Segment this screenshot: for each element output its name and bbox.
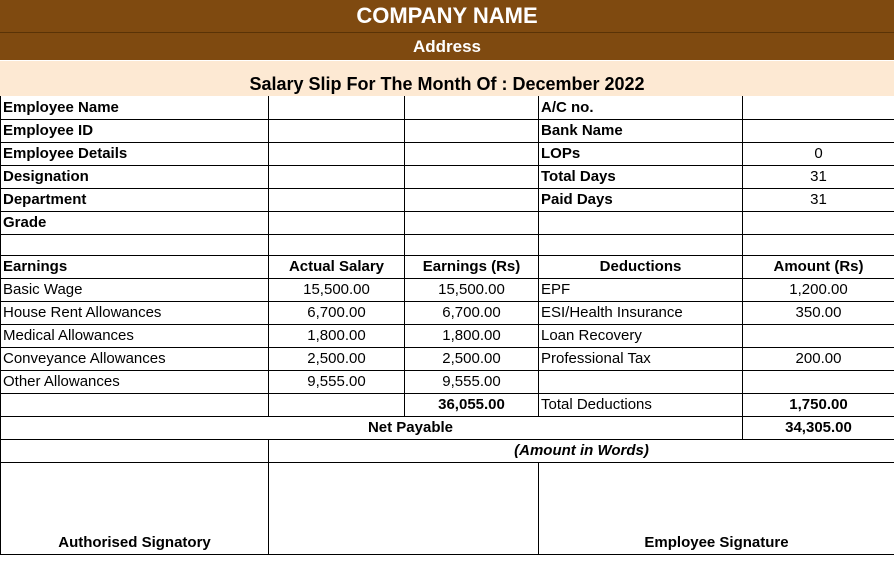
- deduction-name: Professional Tax: [539, 347, 743, 370]
- earning-name: Basic Wage: [1, 278, 269, 301]
- deduction-name: Loan Recovery: [539, 324, 743, 347]
- info-label: Employee Name: [1, 96, 269, 119]
- net-payable-value[interactable]: 34,305.00: [743, 416, 894, 439]
- info-row: [1, 119, 894, 142]
- info-value-cell[interactable]: [405, 142, 539, 165]
- amount-rs-header: Amount (Rs): [743, 255, 894, 278]
- spacer-row: [1, 234, 894, 255]
- salary-slip-table: [0, 96, 894, 555]
- info-value-cell[interactable]: [405, 188, 539, 211]
- company-name: COMPANY NAME: [0, 0, 894, 32]
- total-earnings-value[interactable]: 36,055.00: [405, 393, 539, 416]
- table-row: [1, 370, 894, 393]
- info-row: [1, 165, 894, 188]
- signature-space: [269, 462, 539, 554]
- earnings-rs-header: Earnings (Rs): [405, 255, 539, 278]
- earnings-value[interactable]: 15,500.00: [405, 278, 539, 301]
- lops-label: LOPs: [539, 142, 743, 165]
- info-value-cell[interactable]: [405, 96, 539, 119]
- deduction-name: ESI/Health Insurance: [539, 301, 743, 324]
- earning-name: Medical Allowances: [1, 324, 269, 347]
- empty-cell: [405, 234, 539, 255]
- amount-in-words-label: (Amount in Words): [269, 439, 894, 462]
- info-value-cell[interactable]: [405, 119, 539, 142]
- earning-name: Other Allowances: [1, 370, 269, 393]
- employee-signature[interactable]: Employee Signature: [539, 462, 894, 554]
- earnings-value[interactable]: 1,800.00: [405, 324, 539, 347]
- lops-value[interactable]: 0: [743, 142, 894, 165]
- earnings-header: Earnings: [1, 255, 269, 278]
- deductions-header: Deductions: [539, 255, 743, 278]
- actual-salary-value[interactable]: 2,500.00: [269, 347, 405, 370]
- table-row: [1, 324, 894, 347]
- deduction-name: [539, 370, 743, 393]
- total-days-value[interactable]: 31: [743, 165, 894, 188]
- table-row: [1, 347, 894, 370]
- salary-header-row: [1, 255, 894, 278]
- info-row: [1, 188, 894, 211]
- empty-cell: [269, 234, 405, 255]
- info-row: [1, 211, 894, 234]
- table-row: [1, 278, 894, 301]
- net-payable-row: [1, 416, 894, 439]
- deduction-amount[interactable]: [743, 370, 894, 393]
- authorised-signatory[interactable]: Authorised Signatory: [1, 462, 269, 554]
- info-value-cell[interactable]: [269, 165, 405, 188]
- bank-label: Bank Name: [539, 119, 743, 142]
- deduction-amount[interactable]: [743, 324, 894, 347]
- earning-name: House Rent Allowances: [1, 301, 269, 324]
- actual-salary-header: Actual Salary: [269, 255, 405, 278]
- actual-salary-value[interactable]: 9,555.00: [269, 370, 405, 393]
- actual-salary-value[interactable]: 1,800.00: [269, 324, 405, 347]
- info-label: Department: [1, 188, 269, 211]
- total-deductions-value[interactable]: 1,750.00: [743, 393, 894, 416]
- company-address: Address: [0, 33, 894, 60]
- deduction-name: EPF: [539, 278, 743, 301]
- total-days-label: Total Days: [539, 165, 743, 188]
- earning-name: Conveyance Allowances: [1, 347, 269, 370]
- info-value-cell[interactable]: [405, 211, 539, 234]
- earnings-value[interactable]: 2,500.00: [405, 347, 539, 370]
- info-value-cell[interactable]: [269, 188, 405, 211]
- deduction-amount[interactable]: 1,200.00: [743, 278, 894, 301]
- info-value-cell[interactable]: [269, 119, 405, 142]
- table-row: [1, 301, 894, 324]
- info-value-cell[interactable]: [269, 142, 405, 165]
- info-value-cell[interactable]: [269, 96, 405, 119]
- totals-row: [1, 393, 894, 416]
- bank-value[interactable]: [743, 119, 894, 142]
- amount-in-words-row: [1, 439, 894, 462]
- info-value-cell[interactable]: [405, 165, 539, 188]
- empty-cell: [1, 393, 269, 416]
- info-label: Employee ID: [1, 119, 269, 142]
- info-label: Employee Details: [1, 142, 269, 165]
- info-label: Designation: [1, 165, 269, 188]
- signature-row: [1, 462, 894, 554]
- bank-label: A/C no.: [539, 96, 743, 119]
- paid-days-label: Paid Days: [539, 188, 743, 211]
- empty-cell: [1, 234, 269, 255]
- deduction-amount[interactable]: 200.00: [743, 347, 894, 370]
- bank-value[interactable]: [743, 96, 894, 119]
- actual-salary-value[interactable]: 15,500.00: [269, 278, 405, 301]
- empty-cell: [539, 234, 743, 255]
- empty-cell: [269, 393, 405, 416]
- empty-cell[interactable]: [743, 211, 894, 234]
- info-row: [1, 96, 894, 119]
- net-payable-label: Net Payable: [1, 416, 743, 439]
- earnings-value[interactable]: 9,555.00: [405, 370, 539, 393]
- info-value-cell[interactable]: [269, 211, 405, 234]
- info-label: Grade: [1, 211, 269, 234]
- earnings-value[interactable]: 6,700.00: [405, 301, 539, 324]
- slip-title: Salary Slip For The Month Of : December 2022: [0, 61, 894, 96]
- actual-salary-value[interactable]: 6,700.00: [269, 301, 405, 324]
- empty-cell: [1, 439, 269, 462]
- paid-days-value[interactable]: 31: [743, 188, 894, 211]
- deduction-amount[interactable]: 350.00: [743, 301, 894, 324]
- empty-cell: [743, 234, 894, 255]
- total-deductions-label: Total Deductions: [539, 393, 743, 416]
- info-row: [1, 142, 894, 165]
- empty-cell[interactable]: [539, 211, 743, 234]
